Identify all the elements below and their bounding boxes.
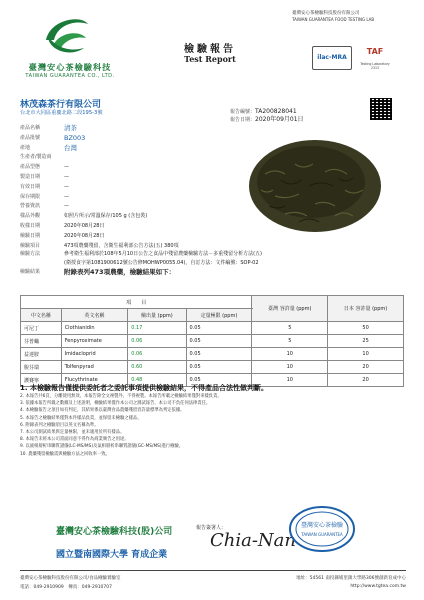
result-jp-limit: 10: [328, 348, 404, 361]
result-value: 0.48: [128, 374, 186, 387]
note-item: 6. 附錄表列之檢驗項目以英文名稱為準。: [20, 422, 99, 428]
report-date-label: 報告日期：: [230, 117, 256, 123]
sample-field-value: 如照片所示/常溫保存/105 g (含包裝): [64, 213, 148, 220]
sample-field-value: —: [64, 193, 69, 200]
result-jp-limit: 20: [328, 361, 404, 374]
result-value: 0.06: [128, 335, 186, 348]
sample-field-value: 台灣: [64, 143, 77, 152]
sample-field-label: 產品名稱: [20, 125, 41, 131]
result-tw-limit: 10: [252, 374, 328, 387]
company-stamp-icon: [288, 505, 356, 553]
result-name-en: Fenpyroximate: [61, 335, 128, 348]
sample-field-value: —: [64, 164, 69, 171]
taf-subtitle: Testing Laboratory 2313: [360, 62, 390, 70]
result-jp-limit: 20: [328, 374, 404, 387]
notes: [20, 383, 406, 458]
result-loq: 0.05: [186, 374, 252, 387]
sample-field-label: 檢驗結果: [20, 269, 41, 276]
table-row: [21, 361, 404, 374]
table-header-tw: 臺灣 容許量 (ppm): [252, 296, 328, 322]
footer-university-logo: 國立暨南國際大學 育成企業: [56, 550, 168, 560]
sample-field-value: 附錄表列473項農藥，檢驗結果如下：: [64, 268, 176, 277]
result-value: 0.06: [128, 348, 186, 361]
footer-phone: 電話：049-2910909 傳真：049-2910707: [20, 585, 113, 590]
result-name-en: Imidacloprid: [61, 348, 128, 361]
sample-field-label: 保存期限: [20, 193, 41, 200]
sample-field-row: [20, 212, 220, 222]
sample-field-row: [20, 144, 220, 154]
sample-field-label: 營養資訊: [20, 203, 41, 210]
report-no-label: 報告編號：: [230, 109, 256, 115]
footer-divider: [20, 570, 406, 571]
sample-field-label: 產品批號: [20, 134, 41, 141]
table-row: [21, 335, 404, 348]
client-name: 林茂森茶行有限公司: [20, 100, 102, 110]
sample-field-value: BZ003: [64, 133, 86, 142]
result-name-cn: 芬普蟎: [21, 335, 62, 348]
result-name-cn: 脫芬瑞: [21, 361, 62, 374]
report-title-cn: 檢驗報告: [184, 44, 236, 55]
note-item: 2. 本報告共6頁，分離使用無效。本報告除全文複製外，不得複製。本報告所載之檢驗結果僅對來樣負責。: [20, 394, 222, 399]
page-number: 1/6: [255, 124, 265, 131]
sample-field-row: [20, 163, 220, 173]
result-jp-limit: 50: [328, 322, 404, 335]
note-item: 8. 本報告未經本公司書面同意不得作為商業廣告之用途。: [20, 437, 129, 443]
table-header-result: 檢出量 (ppm): [128, 309, 186, 322]
sample-field-row: [20, 259, 259, 268]
table-header-cn: 中文名稱: [21, 309, 62, 322]
sample-field-row: [20, 242, 220, 251]
report-date: 2020年09月01日: [255, 116, 304, 123]
sample-field-row: [20, 124, 220, 134]
footer-address: 地址：54561 南投縣埔里鎮大學路306號創新育成中心: [296, 576, 406, 581]
company-name-en: TAIWAN GUARANTEA CO., LTD.: [25, 73, 115, 79]
sample-field-row: [20, 193, 220, 203]
note-item: 1. 本檢驗報告僅提供委託者之委託事項提供檢驗結果，不得產品合法性做判斷。: [20, 384, 268, 392]
sample-field-row: [20, 183, 220, 193]
result-value: 0.17: [128, 322, 186, 335]
sample-field-row: [20, 250, 262, 259]
lab-name-en: TAIWAN GUARANTEA FOOD TESTING LAB: [292, 17, 375, 22]
result-name-en: Flucythrinate: [61, 374, 128, 387]
footer-company-logo: 臺灣安心茶檢驗科技(股)公司: [56, 527, 173, 537]
sample-field-label: 檢驗日期: [20, 232, 41, 239]
stamp-text-en: TAIWAN GUARANTEA: [301, 532, 343, 537]
sample-field-row: [20, 232, 220, 242]
sample-field-label: 收樣日期: [20, 222, 41, 229]
result-name-cn: 護賽寧: [21, 374, 62, 387]
sample-field-label: 產地: [20, 144, 31, 151]
sample-field-value: 參考衛生福利部於108年5月10日公告之食品中殘留農藥檢驗方法－多重殘留分析方法(五): [64, 251, 262, 258]
result-value: 0.60: [128, 361, 186, 374]
table-row: [21, 348, 404, 361]
report-title-en: Test Report: [184, 54, 236, 64]
footer-line-2: [20, 584, 406, 590]
result-loq: 0.05: [186, 361, 252, 374]
sample-field-label: 生產者/製造商: [20, 154, 52, 161]
sample-field-value: —: [64, 183, 69, 190]
table-header-jp: 日本 容許量 (ppm): [328, 296, 404, 322]
result-tw-limit: 10: [252, 348, 328, 361]
sample-field-row: [20, 268, 220, 277]
note-item: 3. 依據本報告所載之數據及上述說明，檢驗結果僅作本公司之測試報告，本公司不負任何法律責任。: [20, 401, 211, 407]
result-name-cn: 可尼丁: [21, 322, 62, 335]
result-loq: 0.05: [186, 348, 252, 361]
sample-field-value: (衛授食字第1081900612號公告修MOHWP0055.04)，自訂方法：文件編號：SOP-02: [64, 259, 259, 266]
sample-field-row: [20, 134, 220, 144]
sample-field-label: 樣品外觀: [20, 213, 41, 220]
footer-line-1: [20, 575, 406, 581]
note-item: 4. 本檢驗報告之項目如有判定，其結果係以臺灣食品農藥殘留容許量標準為判定依據。: [20, 408, 185, 414]
qr-code-icon: [370, 98, 392, 120]
table-header-item: 項 目: [21, 296, 252, 309]
company-logo-icon: [40, 10, 92, 62]
sample-field-label: 有效日期: [20, 183, 41, 190]
company-name-cn: 臺灣安心茶檢驗科技: [28, 62, 112, 72]
result-jp-limit: 25: [328, 335, 404, 348]
note-item: 7. 本公司測試結果與定量極限，並未適用於所有樣品。: [20, 430, 125, 436]
report-no: TA200828041: [255, 108, 297, 115]
result-name-en: Tolfenpyrad: [61, 361, 128, 374]
sample-field-label: 檢驗項目: [20, 242, 41, 249]
result-loq: 0.05: [186, 322, 252, 335]
page-label: 頁 次：: [230, 125, 256, 131]
note-item: 5. 本報告之檢驗結果僅對本件樣品負責，並保留未檢驗之樣品。: [20, 415, 142, 421]
footer-website: http://www.tgtea.com.tw: [350, 584, 406, 589]
sample-field-value: —: [64, 173, 69, 180]
result-tw-limit: 5: [252, 322, 328, 335]
result-name-cn: 益達胺: [21, 348, 62, 361]
table-header-loq: 定量極限 (ppm): [186, 309, 252, 322]
sample-field-value: 2020年08月28日: [64, 232, 105, 239]
footer-lab: 臺灣安心茶檢驗科技股份有限公司/食品檢驗實驗室: [20, 576, 121, 581]
results-table: [20, 295, 404, 387]
sample-field-label: 產品型態: [20, 164, 41, 171]
result-loq: 0.05: [186, 335, 252, 348]
report-meta: [230, 98, 304, 131]
signature: Chia-Nan: [210, 530, 297, 551]
sample-field-value: 2020年08月28日: [64, 222, 105, 229]
table-row: [21, 322, 404, 335]
sample-field-value: 473項農藥殘留，含衛生福利部公告方法(五) 380項: [64, 242, 179, 249]
sample-field-label: 檢驗方法: [20, 251, 41, 258]
sample-field-value: —: [64, 203, 69, 210]
result-tw-limit: 10: [252, 361, 328, 374]
note-item: 9. 以液相層析串聯質譜儀(LC-MS/MS)及氣相層析串聯質譜儀(GC-MS/MS)進行檢驗。: [20, 444, 184, 450]
signer-label: 報告簽署人：: [196, 525, 227, 531]
tea-leaves-photo: [225, 124, 407, 246]
sample-field-row: [20, 202, 220, 212]
sample-field-row: [20, 153, 220, 163]
sample-field-row: [20, 173, 220, 183]
result-tw-limit: 5: [252, 335, 328, 348]
taf-logo: TAF: [366, 47, 384, 56]
result-name-en: Clothianidin: [61, 322, 128, 335]
sample-field-row: [20, 222, 220, 232]
note-item: 10. 農藥殘留檢驗需與檢驗方法之回收率一致。: [20, 451, 110, 457]
sample-field-label: 製造日期: [20, 173, 41, 180]
ilac-mra-logo: ilac-MRA: [312, 46, 352, 70]
sample-field-value: 清茶: [64, 124, 77, 132]
sample-field-label: [20, 259, 64, 268]
lab-name-cn: 臺灣安心茶檢驗科技股份有限公司: [292, 11, 360, 16]
table-header-en: 英文名稱: [61, 309, 128, 322]
stamp-text: 臺灣安心茶檢驗: [300, 522, 344, 529]
client-address: 台北市大同區重慶北路二段195-3號: [20, 110, 103, 116]
